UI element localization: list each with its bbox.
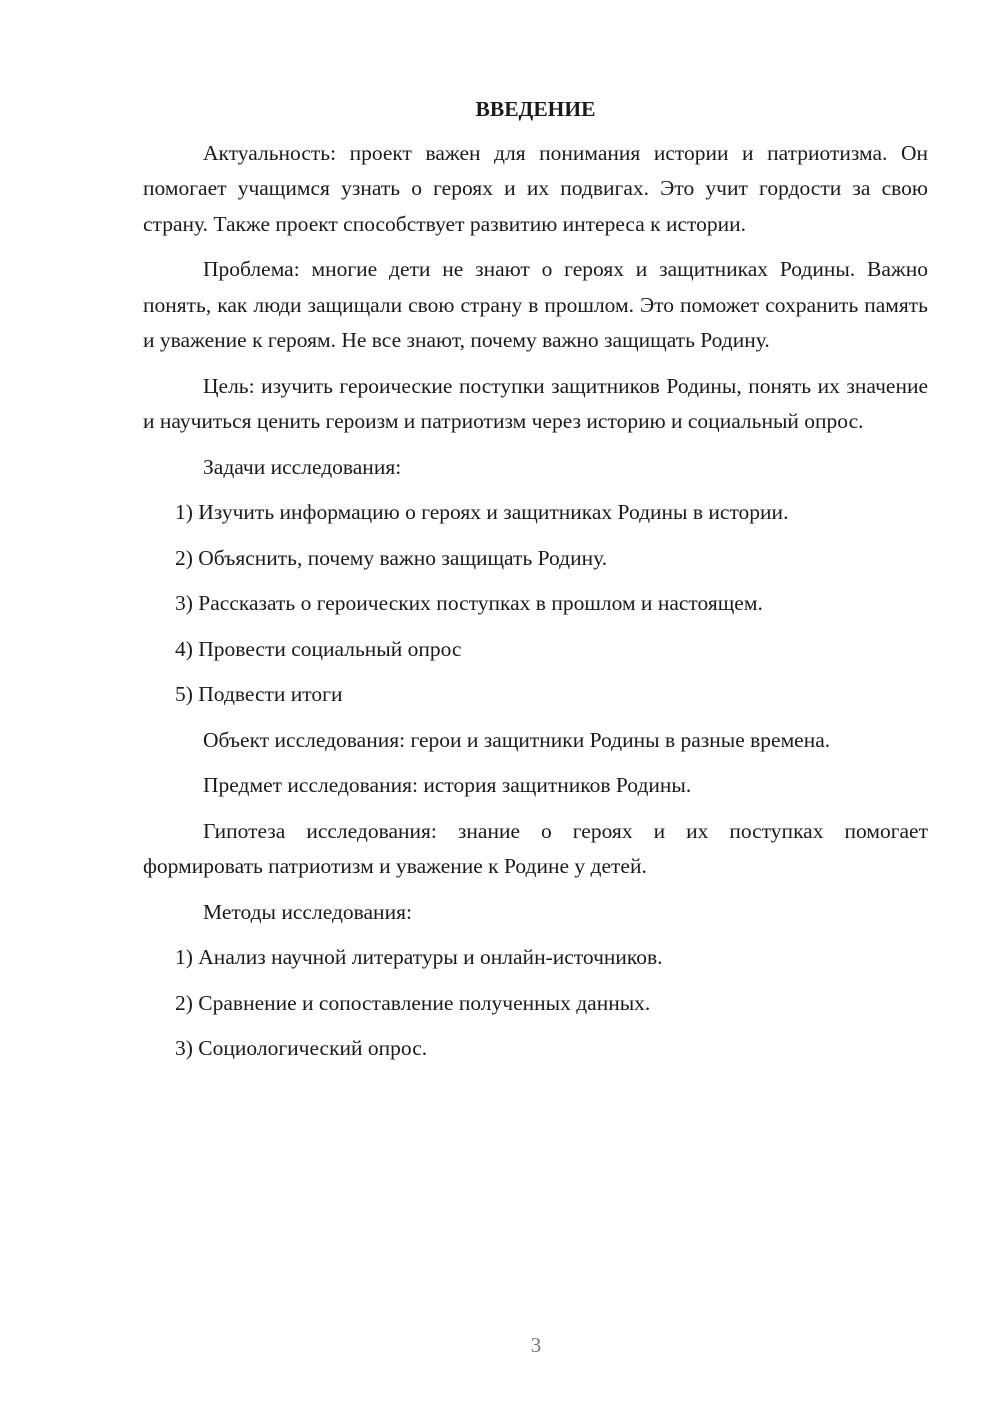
tasks-heading: Задачи исследования: xyxy=(203,454,402,479)
method-item: 1) Анализ научной литературы и онлайн-источников. xyxy=(175,945,663,969)
problem-paragraph: Проблема: многие дети не знают о героях и защитниках Родины. Важно понять, как люди защищали свою страну в прошлом. Это поможет сохранить память и уважение к героям. Не все знают, почему важно защищать Родину. xyxy=(143,257,928,352)
method-item: 2) Сравнение и сопоставление полученных данных. xyxy=(175,990,651,1015)
section-title: ВВЕДЕНИЕ xyxy=(475,97,596,121)
task-item: 3) Рассказать о героических поступках в прошлом и настоящем. xyxy=(175,591,763,615)
relevance-paragraph: Актуальность: проект важен для понимания истории и патриотизма. Он помогает учащимся узнать о героях и их подвигах. Это учит гордости за свою страну. Также проект способствует развитию интереса к истории. xyxy=(143,140,928,236)
goal-paragraph: Цель: изучить героические поступки защитников Родины, понять их значение и научиться ценить героизм и патриотизм через историю и социальный опрос. xyxy=(143,373,928,433)
tasks-list xyxy=(143,495,928,713)
object-line: Объект исследования: герои и защитники Родины в разные времена. xyxy=(203,727,831,752)
methods-list xyxy=(143,940,928,1067)
task-item: 2) Объяснить, почему важно защищать Родину. xyxy=(175,545,608,570)
hypothesis-paragraph: Гипотеза исследования: знание о героях и их поступках помогает формировать патриотизм и уважение к Родине у детей. xyxy=(143,818,928,878)
document-page xyxy=(143,92,928,1077)
task-item: 1) Изучить информацию о героях и защитниках Родины в истории. xyxy=(175,500,789,524)
methods-heading: Методы исследования: xyxy=(203,899,412,924)
task-item: 5) Подвести итоги xyxy=(175,682,343,706)
task-item: 4) Провести социальный опрос xyxy=(175,636,462,661)
subject-line: Предмет исследования: история защитников Родины. xyxy=(203,773,692,797)
method-item: 3) Социологический опрос. xyxy=(175,1036,428,1060)
page-number: 3 xyxy=(530,1333,542,1357)
